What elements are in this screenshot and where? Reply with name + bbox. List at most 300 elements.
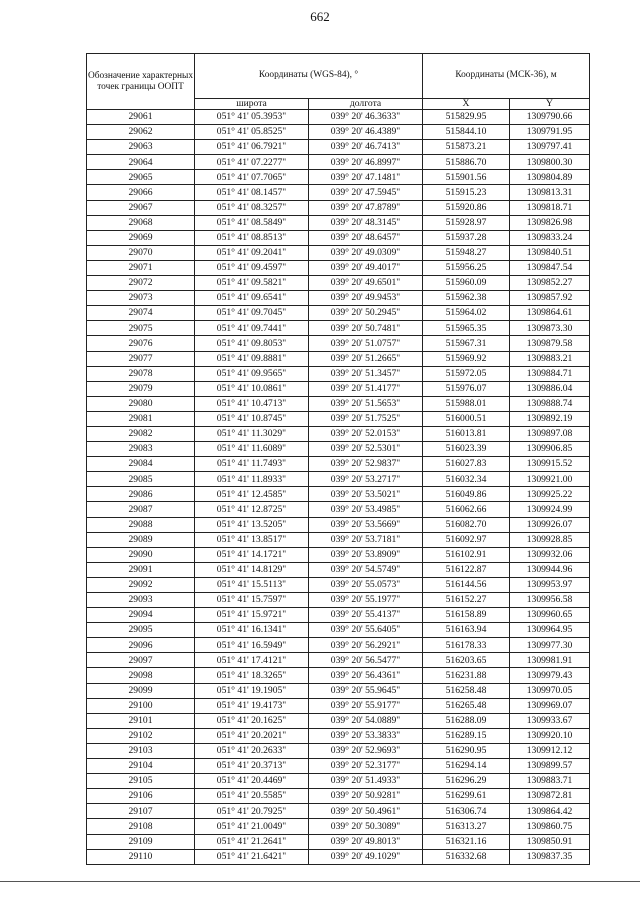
table-row xyxy=(87,593,590,608)
table-row xyxy=(87,834,590,849)
y-cell: 1309791.95 xyxy=(510,125,590,140)
latitude-cell: 051° 41' 09.4597" xyxy=(195,260,309,275)
header-msk36: Координаты (МСК-36), м xyxy=(423,54,590,99)
latitude-cell: 051° 41' 16.5949" xyxy=(195,638,309,653)
y-cell: 1309879.58 xyxy=(510,336,590,351)
x-cell: 516289.15 xyxy=(423,728,510,743)
header-latitude: широта xyxy=(195,99,309,110)
y-cell: 1309920.10 xyxy=(510,728,590,743)
y-cell: 1309897.08 xyxy=(510,426,590,441)
y-cell: 1309892.19 xyxy=(510,411,590,426)
x-cell: 516299.61 xyxy=(423,789,510,804)
table-row xyxy=(87,502,590,517)
point-id-cell: 29106 xyxy=(87,789,195,804)
y-cell: 1309926.07 xyxy=(510,517,590,532)
longitude-cell: 039° 20' 53.3833" xyxy=(309,728,423,743)
latitude-cell: 051° 41' 20.7925" xyxy=(195,804,309,819)
latitude-cell: 051° 41' 12.8725" xyxy=(195,502,309,517)
latitude-cell: 051° 41' 07.7065" xyxy=(195,170,309,185)
x-cell: 515960.09 xyxy=(423,276,510,291)
latitude-cell: 051° 41' 16.1341" xyxy=(195,623,309,638)
x-cell: 516294.14 xyxy=(423,759,510,774)
table-row xyxy=(87,608,590,623)
longitude-cell: 039° 20' 55.0573" xyxy=(309,577,423,592)
x-cell: 516321.16 xyxy=(423,834,510,849)
longitude-cell: 039° 20' 46.4389" xyxy=(309,125,423,140)
y-cell: 1309969.07 xyxy=(510,698,590,713)
latitude-cell: 051° 41' 15.7597" xyxy=(195,593,309,608)
x-cell: 516000.51 xyxy=(423,411,510,426)
point-id-cell: 29069 xyxy=(87,230,195,245)
longitude-cell: 039° 20' 49.9453" xyxy=(309,291,423,306)
x-cell: 515972.05 xyxy=(423,366,510,381)
header-point: Обозначение характерных точек границы ООПТ xyxy=(87,54,195,110)
table-row xyxy=(87,336,590,351)
latitude-cell: 051° 41' 09.7441" xyxy=(195,321,309,336)
point-id-cell: 29070 xyxy=(87,245,195,260)
table-row xyxy=(87,683,590,698)
latitude-cell: 051° 41' 21.0049" xyxy=(195,819,309,834)
y-cell: 1309797.41 xyxy=(510,140,590,155)
header-longitude: долгота xyxy=(309,99,423,110)
longitude-cell: 039° 20' 54.0889" xyxy=(309,713,423,728)
longitude-cell: 039° 20' 56.4361" xyxy=(309,668,423,683)
point-id-cell: 29068 xyxy=(87,215,195,230)
latitude-cell: 051° 41' 20.1625" xyxy=(195,713,309,728)
x-cell: 516158.89 xyxy=(423,608,510,623)
y-cell: 1309833.24 xyxy=(510,230,590,245)
point-id-cell: 29072 xyxy=(87,276,195,291)
table-row xyxy=(87,170,590,185)
table-row xyxy=(87,260,590,275)
y-cell: 1309850.91 xyxy=(510,834,590,849)
point-id-cell: 29066 xyxy=(87,185,195,200)
longitude-cell: 039° 20' 55.9645" xyxy=(309,683,423,698)
latitude-cell: 051° 41' 06.7921" xyxy=(195,140,309,155)
longitude-cell: 039° 20' 53.5021" xyxy=(309,487,423,502)
longitude-cell: 039° 20' 50.4961" xyxy=(309,804,423,819)
x-cell: 515928.97 xyxy=(423,215,510,230)
table-row xyxy=(87,653,590,668)
y-cell: 1309840.51 xyxy=(510,245,590,260)
table-row xyxy=(87,245,590,260)
x-cell: 516092.97 xyxy=(423,532,510,547)
x-cell: 516306.74 xyxy=(423,804,510,819)
point-id-cell: 29077 xyxy=(87,351,195,366)
longitude-cell: 039° 20' 48.3145" xyxy=(309,215,423,230)
x-cell: 515988.01 xyxy=(423,396,510,411)
y-cell: 1309933.67 xyxy=(510,713,590,728)
y-cell: 1309960.65 xyxy=(510,608,590,623)
point-id-cell: 29092 xyxy=(87,577,195,592)
table-row xyxy=(87,215,590,230)
longitude-cell: 039° 20' 47.1481" xyxy=(309,170,423,185)
x-cell: 515948.27 xyxy=(423,245,510,260)
longitude-cell: 039° 20' 49.4017" xyxy=(309,260,423,275)
longitude-cell: 039° 20' 46.8997" xyxy=(309,155,423,170)
x-cell: 516032.34 xyxy=(423,472,510,487)
y-cell: 1309804.89 xyxy=(510,170,590,185)
longitude-cell: 039° 20' 46.3633" xyxy=(309,110,423,125)
table-row xyxy=(87,110,590,125)
point-id-cell: 29084 xyxy=(87,457,195,472)
table-row xyxy=(87,774,590,789)
longitude-cell: 039° 20' 50.7481" xyxy=(309,321,423,336)
table-row xyxy=(87,743,590,758)
longitude-cell: 039° 20' 51.4177" xyxy=(309,381,423,396)
point-id-cell: 29102 xyxy=(87,728,195,743)
point-id-cell: 29094 xyxy=(87,608,195,623)
longitude-cell: 039° 20' 47.8789" xyxy=(309,200,423,215)
latitude-cell: 051° 41' 08.3257" xyxy=(195,200,309,215)
point-id-cell: 29099 xyxy=(87,683,195,698)
point-id-cell: 29110 xyxy=(87,849,195,864)
latitude-cell: 051° 41' 09.8881" xyxy=(195,351,309,366)
longitude-cell: 039° 20' 53.4985" xyxy=(309,502,423,517)
latitude-cell: 051° 41' 09.6541" xyxy=(195,291,309,306)
latitude-cell: 051° 41' 11.7493" xyxy=(195,457,309,472)
table-row xyxy=(87,562,590,577)
point-id-cell: 29086 xyxy=(87,487,195,502)
longitude-cell: 039° 20' 49.0309" xyxy=(309,245,423,260)
y-cell: 1309970.05 xyxy=(510,683,590,698)
point-id-cell: 29076 xyxy=(87,336,195,351)
y-cell: 1309979.43 xyxy=(510,668,590,683)
x-cell: 515915.23 xyxy=(423,185,510,200)
x-cell: 515962.38 xyxy=(423,291,510,306)
x-cell: 516013.81 xyxy=(423,426,510,441)
point-id-cell: 29079 xyxy=(87,381,195,396)
x-cell: 515920.86 xyxy=(423,200,510,215)
x-cell: 515829.95 xyxy=(423,110,510,125)
table-row xyxy=(87,381,590,396)
point-id-cell: 29107 xyxy=(87,804,195,819)
x-cell: 515873.21 xyxy=(423,140,510,155)
latitude-cell: 051° 41' 19.1905" xyxy=(195,683,309,698)
latitude-cell: 051° 41' 15.9721" xyxy=(195,608,309,623)
point-id-cell: 29101 xyxy=(87,713,195,728)
x-cell: 516049.86 xyxy=(423,487,510,502)
point-id-cell: 29087 xyxy=(87,502,195,517)
latitude-cell: 051° 41' 14.8129" xyxy=(195,562,309,577)
table-row xyxy=(87,849,590,864)
longitude-cell: 039° 20' 52.0153" xyxy=(309,426,423,441)
y-cell: 1309921.00 xyxy=(510,472,590,487)
x-cell: 516102.91 xyxy=(423,547,510,562)
point-id-cell: 29089 xyxy=(87,532,195,547)
latitude-cell: 051° 41' 08.1457" xyxy=(195,185,309,200)
coordinates-table xyxy=(86,53,590,865)
x-cell: 516203.65 xyxy=(423,653,510,668)
table-row xyxy=(87,366,590,381)
point-id-cell: 29096 xyxy=(87,638,195,653)
page-number: 662 xyxy=(310,9,330,24)
latitude-cell: 051° 41' 11.8933" xyxy=(195,472,309,487)
x-cell: 516332.68 xyxy=(423,849,510,864)
x-cell: 515886.70 xyxy=(423,155,510,170)
table-row xyxy=(87,472,590,487)
y-cell: 1309964.95 xyxy=(510,623,590,638)
point-id-cell: 29097 xyxy=(87,653,195,668)
latitude-cell: 051° 41' 09.2041" xyxy=(195,245,309,260)
table-row xyxy=(87,623,590,638)
point-id-cell: 29104 xyxy=(87,759,195,774)
longitude-cell: 039° 20' 49.8013" xyxy=(309,834,423,849)
table-row xyxy=(87,396,590,411)
table-row xyxy=(87,789,590,804)
header-y: Y xyxy=(510,99,590,110)
longitude-cell: 039° 20' 56.5477" xyxy=(309,653,423,668)
y-cell: 1309912.12 xyxy=(510,743,590,758)
latitude-cell: 051° 41' 20.2021" xyxy=(195,728,309,743)
y-cell: 1309883.21 xyxy=(510,351,590,366)
x-cell: 516062.66 xyxy=(423,502,510,517)
point-id-cell: 29067 xyxy=(87,200,195,215)
point-id-cell: 29109 xyxy=(87,834,195,849)
point-id-cell: 29071 xyxy=(87,260,195,275)
longitude-cell: 039° 20' 51.5653" xyxy=(309,396,423,411)
latitude-cell: 051° 41' 09.9565" xyxy=(195,366,309,381)
y-cell: 1309873.30 xyxy=(510,321,590,336)
longitude-cell: 039° 20' 52.9837" xyxy=(309,457,423,472)
point-id-cell: 29103 xyxy=(87,743,195,758)
point-id-cell: 29063 xyxy=(87,140,195,155)
x-cell: 516296.29 xyxy=(423,774,510,789)
point-id-cell: 29090 xyxy=(87,547,195,562)
x-cell: 515965.35 xyxy=(423,321,510,336)
x-cell: 515967.31 xyxy=(423,336,510,351)
table-row xyxy=(87,517,590,532)
latitude-cell: 051° 41' 08.8513" xyxy=(195,230,309,245)
y-cell: 1309860.75 xyxy=(510,819,590,834)
latitude-cell: 051° 41' 20.3713" xyxy=(195,759,309,774)
table-row xyxy=(87,804,590,819)
point-id-cell: 29081 xyxy=(87,411,195,426)
point-id-cell: 29108 xyxy=(87,819,195,834)
table-row xyxy=(87,442,590,457)
longitude-cell: 039° 20' 51.4933" xyxy=(309,774,423,789)
longitude-cell: 039° 20' 50.2945" xyxy=(309,306,423,321)
latitude-cell: 051° 41' 09.7045" xyxy=(195,306,309,321)
longitude-cell: 039° 20' 47.5945" xyxy=(309,185,423,200)
table-row xyxy=(87,155,590,170)
table-row xyxy=(87,351,590,366)
latitude-cell: 051° 41' 14.1721" xyxy=(195,547,309,562)
x-cell: 516082.70 xyxy=(423,517,510,532)
header-wgs84: Координаты (WGS-84), ° xyxy=(195,54,423,99)
table-row xyxy=(87,457,590,472)
longitude-cell: 039° 20' 56.2921" xyxy=(309,638,423,653)
x-cell: 515969.92 xyxy=(423,351,510,366)
y-cell: 1309852.27 xyxy=(510,276,590,291)
y-cell: 1309813.31 xyxy=(510,185,590,200)
point-id-cell: 29061 xyxy=(87,110,195,125)
y-cell: 1309932.06 xyxy=(510,547,590,562)
longitude-cell: 039° 20' 51.3457" xyxy=(309,366,423,381)
y-cell: 1309886.04 xyxy=(510,381,590,396)
x-cell: 516258.48 xyxy=(423,683,510,698)
x-cell: 516313.27 xyxy=(423,819,510,834)
x-cell: 516290.95 xyxy=(423,743,510,758)
table-row xyxy=(87,728,590,743)
bottom-rule xyxy=(0,881,640,882)
longitude-cell: 039° 20' 52.3177" xyxy=(309,759,423,774)
longitude-cell: 039° 20' 51.7525" xyxy=(309,411,423,426)
x-cell: 516027.83 xyxy=(423,457,510,472)
y-cell: 1309925.22 xyxy=(510,487,590,502)
table-row xyxy=(87,411,590,426)
point-id-cell: 29078 xyxy=(87,366,195,381)
longitude-cell: 039° 20' 55.1977" xyxy=(309,593,423,608)
x-cell: 516178.33 xyxy=(423,638,510,653)
y-cell: 1309857.92 xyxy=(510,291,590,306)
table-row xyxy=(87,487,590,502)
longitude-cell: 039° 20' 55.6405" xyxy=(309,623,423,638)
point-id-cell: 29082 xyxy=(87,426,195,441)
latitude-cell: 051° 41' 07.2277" xyxy=(195,155,309,170)
longitude-cell: 039° 20' 50.9281" xyxy=(309,789,423,804)
y-cell: 1309790.66 xyxy=(510,110,590,125)
y-cell: 1309956.58 xyxy=(510,593,590,608)
latitude-cell: 051° 41' 13.8517" xyxy=(195,532,309,547)
longitude-cell: 039° 20' 49.1029" xyxy=(309,849,423,864)
y-cell: 1309899.57 xyxy=(510,759,590,774)
table-row xyxy=(87,638,590,653)
longitude-cell: 039° 20' 52.9693" xyxy=(309,743,423,758)
table-row xyxy=(87,291,590,306)
point-id-cell: 29064 xyxy=(87,155,195,170)
longitude-cell: 039° 20' 53.2717" xyxy=(309,472,423,487)
longitude-cell: 039° 20' 55.9177" xyxy=(309,698,423,713)
y-cell: 1309826.98 xyxy=(510,215,590,230)
table-row xyxy=(87,698,590,713)
latitude-cell: 051° 41' 17.4121" xyxy=(195,653,309,668)
table-row xyxy=(87,426,590,441)
point-id-cell: 29075 xyxy=(87,321,195,336)
x-cell: 516288.09 xyxy=(423,713,510,728)
point-id-cell: 29073 xyxy=(87,291,195,306)
longitude-cell: 039° 20' 46.7413" xyxy=(309,140,423,155)
table-row xyxy=(87,577,590,592)
y-cell: 1309953.97 xyxy=(510,577,590,592)
table-row xyxy=(87,321,590,336)
point-id-cell: 29095 xyxy=(87,623,195,638)
point-id-cell: 29088 xyxy=(87,517,195,532)
latitude-cell: 051° 41' 20.5585" xyxy=(195,789,309,804)
table-row xyxy=(87,230,590,245)
latitude-cell: 051° 41' 11.6089" xyxy=(195,442,309,457)
longitude-cell: 039° 20' 50.3089" xyxy=(309,819,423,834)
latitude-cell: 051° 41' 09.8053" xyxy=(195,336,309,351)
x-cell: 515956.25 xyxy=(423,260,510,275)
y-cell: 1309888.74 xyxy=(510,396,590,411)
y-cell: 1309864.42 xyxy=(510,804,590,819)
latitude-cell: 051° 41' 12.4585" xyxy=(195,487,309,502)
y-cell: 1309872.81 xyxy=(510,789,590,804)
x-cell: 516163.94 xyxy=(423,623,510,638)
y-cell: 1309924.99 xyxy=(510,502,590,517)
x-cell: 516231.88 xyxy=(423,668,510,683)
latitude-cell: 051° 41' 15.5113" xyxy=(195,577,309,592)
latitude-cell: 051° 41' 10.4713" xyxy=(195,396,309,411)
table-row xyxy=(87,668,590,683)
y-cell: 1309864.61 xyxy=(510,306,590,321)
latitude-cell: 051° 41' 09.5821" xyxy=(195,276,309,291)
y-cell: 1309928.85 xyxy=(510,532,590,547)
x-cell: 515844.10 xyxy=(423,125,510,140)
y-cell: 1309944.96 xyxy=(510,562,590,577)
point-id-cell: 29093 xyxy=(87,593,195,608)
x-cell: 515901.56 xyxy=(423,170,510,185)
y-cell: 1309847.54 xyxy=(510,260,590,275)
longitude-cell: 039° 20' 49.6501" xyxy=(309,276,423,291)
latitude-cell: 051° 41' 20.4469" xyxy=(195,774,309,789)
latitude-cell: 051° 41' 11.3029" xyxy=(195,426,309,441)
y-cell: 1309884.71 xyxy=(510,366,590,381)
point-id-cell: 29080 xyxy=(87,396,195,411)
latitude-cell: 051° 41' 05.3953" xyxy=(195,110,309,125)
point-id-cell: 29100 xyxy=(87,698,195,713)
y-cell: 1309818.71 xyxy=(510,200,590,215)
latitude-cell: 051° 41' 05.8525" xyxy=(195,125,309,140)
table-row xyxy=(87,276,590,291)
y-cell: 1309800.30 xyxy=(510,155,590,170)
latitude-cell: 051° 41' 10.0861" xyxy=(195,381,309,396)
point-id-cell: 29065 xyxy=(87,170,195,185)
longitude-cell: 039° 20' 48.6457" xyxy=(309,230,423,245)
longitude-cell: 039° 20' 51.0757" xyxy=(309,336,423,351)
latitude-cell: 051° 41' 19.4173" xyxy=(195,698,309,713)
longitude-cell: 039° 20' 51.2665" xyxy=(309,351,423,366)
x-cell: 516023.39 xyxy=(423,442,510,457)
latitude-cell: 051° 41' 20.2633" xyxy=(195,743,309,758)
longitude-cell: 039° 20' 55.4137" xyxy=(309,608,423,623)
table-row xyxy=(87,185,590,200)
y-cell: 1309981.91 xyxy=(510,653,590,668)
x-cell: 515964.02 xyxy=(423,306,510,321)
latitude-cell: 051° 41' 10.8745" xyxy=(195,411,309,426)
table-row xyxy=(87,125,590,140)
latitude-cell: 051° 41' 21.2641" xyxy=(195,834,309,849)
x-cell: 516152.27 xyxy=(423,593,510,608)
table-row xyxy=(87,200,590,215)
x-cell: 516122.87 xyxy=(423,562,510,577)
latitude-cell: 051° 41' 21.6421" xyxy=(195,849,309,864)
point-id-cell: 29062 xyxy=(87,125,195,140)
y-cell: 1309837.35 xyxy=(510,849,590,864)
y-cell: 1309906.85 xyxy=(510,442,590,457)
table-row xyxy=(87,140,590,155)
table-row xyxy=(87,532,590,547)
table-row xyxy=(87,547,590,562)
table-row xyxy=(87,759,590,774)
latitude-cell: 051° 41' 13.5205" xyxy=(195,517,309,532)
point-id-cell: 29074 xyxy=(87,306,195,321)
latitude-cell: 051° 41' 18.3265" xyxy=(195,668,309,683)
y-cell: 1309977.30 xyxy=(510,638,590,653)
longitude-cell: 039° 20' 53.7181" xyxy=(309,532,423,547)
point-id-cell: 29098 xyxy=(87,668,195,683)
point-id-cell: 29105 xyxy=(87,774,195,789)
x-cell: 516144.56 xyxy=(423,577,510,592)
table-row xyxy=(87,713,590,728)
longitude-cell: 039° 20' 53.5669" xyxy=(309,517,423,532)
y-cell: 1309915.52 xyxy=(510,457,590,472)
point-id-cell: 29085 xyxy=(87,472,195,487)
longitude-cell: 039° 20' 52.5301" xyxy=(309,442,423,457)
x-cell: 515937.28 xyxy=(423,230,510,245)
longitude-cell: 039° 20' 53.8909" xyxy=(309,547,423,562)
